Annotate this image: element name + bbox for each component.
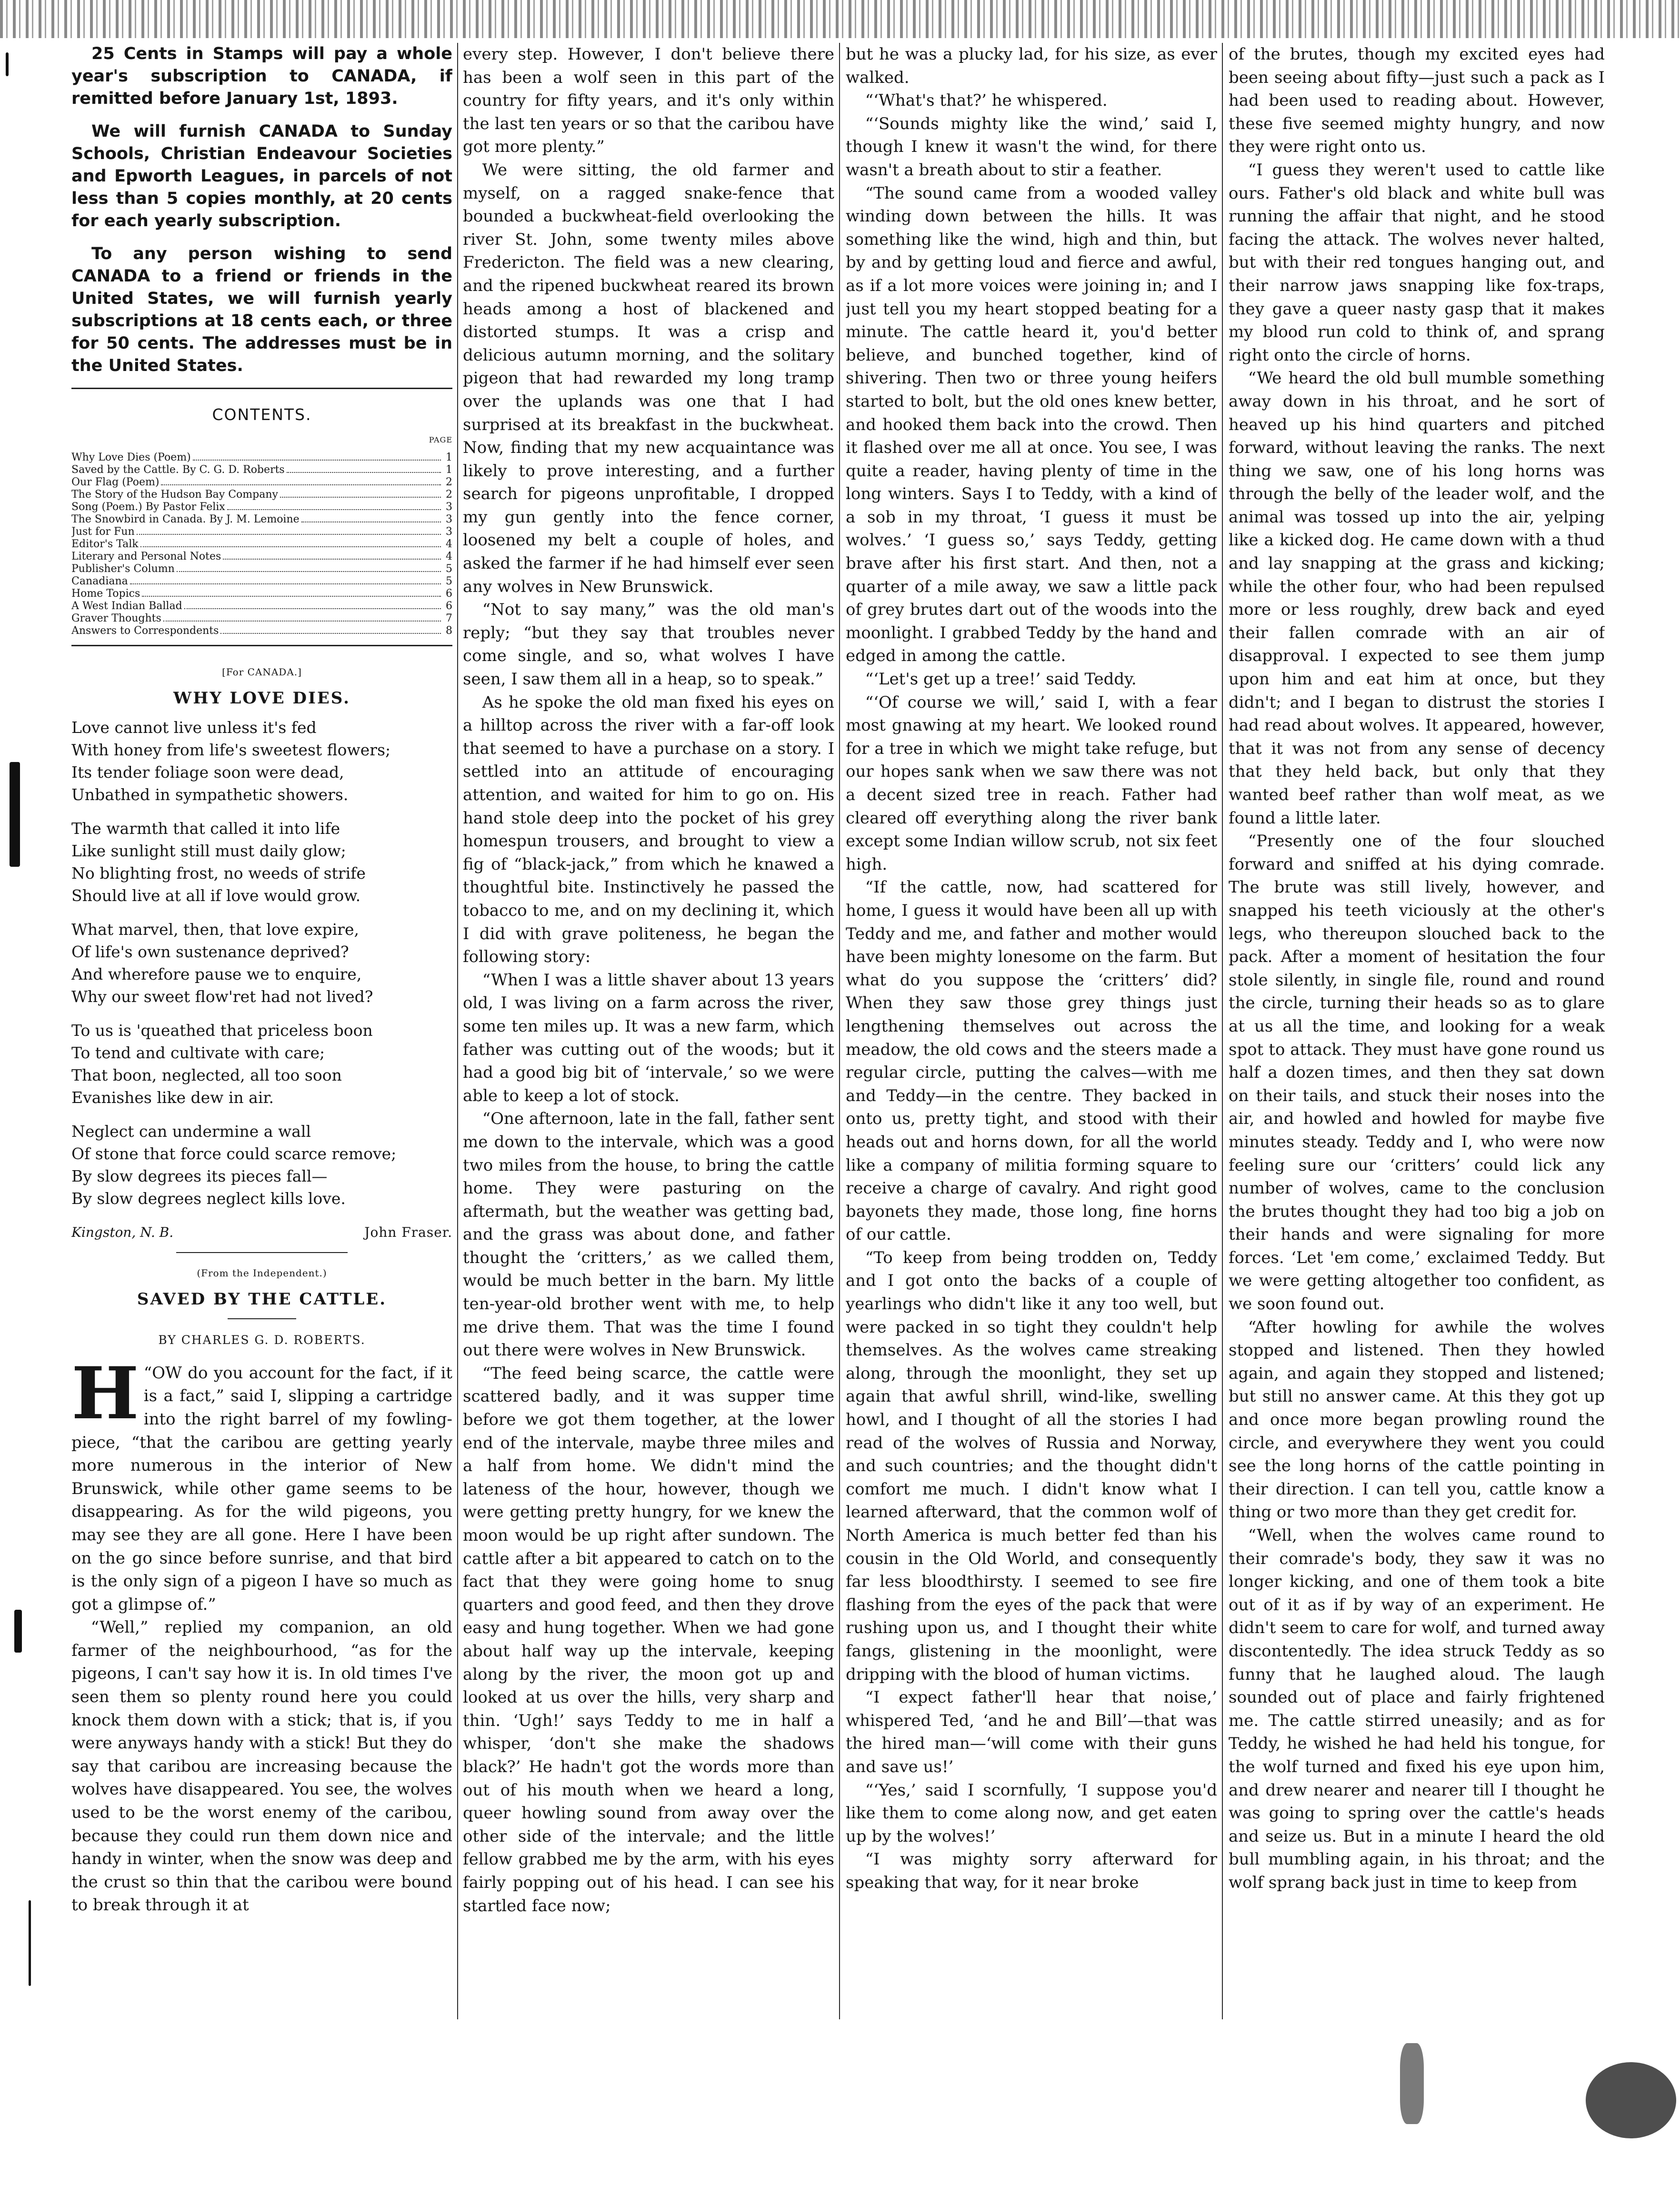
contents-item [71, 551, 452, 563]
notice-subscription: 25 Cents in Stamps will pay a whole year's subscription to CANADA, if remitted before January 1st, 1893. [71, 44, 452, 108]
story-paragraph: every step. However, I don't believe there has been a wolf seen in this part of the country for fifty years, and it's only within the last ten years or so that the caribou have got more plenty.” [463, 45, 834, 157]
contents-item-page: 1 [446, 464, 452, 476]
contents-item [71, 538, 452, 551]
story-paragraph: “I guess they weren't used to cattle like ours. Father's old black and white bull was running the affair that night, and he stood facing the attack. The wolves never halted, but with their red tongues hanging out, and their narrow jaws snapping like fox-traps, they gave a queer nasty gasp that it makes my blood run cold to think of, and sprang right onto the circle of horns. [1229, 160, 1605, 365]
notice-united-states: To any person wishing to send CANADA to a friend or friends in the United States, we will furnish yearly subscriptions at 18 cents each, or three for 50 cents. The addresses must be in the United States. [71, 244, 452, 375]
story-title: SAVED BY THE CATTLE. [137, 1289, 387, 1309]
contents-item-title: Saved by the Cattle. By C. G. D. Roberts [71, 464, 285, 476]
contents-heading: CONTENTS. [212, 405, 312, 424]
poem-line: Neglect can undermine a wall [71, 1122, 311, 1141]
contents-item-title: Answers to Correspondents [71, 625, 219, 637]
contents-item-page: 4 [446, 551, 452, 563]
leader-dots [177, 571, 441, 572]
story-paragraph: “The sound came from a wooded valley winding down between the hills. It was something like the wind, high and thin, but by and by getting loud and fierce and awful, as if a lot more voices were joining in; and I just tell you my heart stopped beating for a minute. The cattle heard it, you'd better believe, and bunched together, kind of shivering. Then two or three young heifers started to bolt, but the old ones knew better, and hooked them back into the crowd. Then it flashed over me all at once. You see, I was quite a reader, having plenty of time in the long winters. Says I to Teddy, with a kind of a sob in my throat, ‘I guess it must be wolves.’ ‘I guess so,’ says Teddy, getting brave after his first start. And then, not a quarter of a mile away, we saw a little pack of grey brutes dart out of the woods into the moonlight. I grabbed Teddy by the hand and edged in among the cattle. [846, 183, 1217, 666]
leader-dots [227, 509, 441, 510]
contents-item [71, 575, 452, 588]
leader-dots [161, 484, 441, 485]
ink-blot [1586, 2062, 1676, 2138]
poem-line: To us is 'queathed that priceless boon [71, 1021, 373, 1040]
leader-dots [301, 521, 441, 522]
margin-mark [29, 1900, 31, 1986]
margin-mark [6, 52, 9, 76]
column-2 [463, 43, 834, 2024]
section-rule [176, 1252, 348, 1253]
contents-item [71, 513, 452, 526]
story-paragraph: “One afternoon, late in the fall, father sent me down to the intervale, which was a good two miles from the house, to bring the cattle home. They were pasturing on the aftermath, but the weather was getting bad, and the grass was about done, and father thought the ‘critters,’ as we called them, would be much better in the barn. My little ten-year-old brother went with me, to help me drive them. That was the time I found out there were wolves in New Brunswick. [463, 1109, 834, 1360]
notice-sunday-schools: We will furnish CANADA to Sunday Schools, Christian Endeavour Societies and Epworth Leagues, in parcels of not less than 5 copies monthly, at 20 cents for each yearly subscription. [71, 122, 452, 231]
poem-line: Why our sweet flow'ret had not lived? [71, 987, 373, 1006]
contents-item-title: Just for Fun [71, 526, 135, 538]
column-3 [846, 43, 1217, 2024]
contents-item [71, 612, 452, 625]
story-paragraph: “I expect father'll hear that noise,’ whispered Ted, ‘and he and Bill’—that was the hired man—‘will come with their guns and save us!’ [846, 1688, 1217, 1776]
story-paragraph: of the brutes, though my excited eyes had been seeing about fifty—just such a pack as I had been used to reading about. However, these five seemed mighty hungry, and now they were right onto us. [1229, 45, 1605, 157]
poem-line: Unbathed in sympathetic showers. [71, 785, 349, 804]
story-paragraph: “‘Sounds mighty like the wind,’ said I, though I knew it wasn't the wind, for there wasn't a breath about to stir a feather. [846, 114, 1217, 180]
story-paragraph: “‘Yes,’ said I scornfully, ‘I suppose you'd like them to come along now, and get eaten up by the wolves!’ [846, 1780, 1217, 1846]
contents-list [71, 451, 452, 637]
contents-item [71, 588, 452, 600]
story-column-1 [71, 1616, 452, 1917]
contents-item [71, 563, 452, 575]
leader-dots [184, 608, 441, 609]
poem-line: By slow degrees its pieces fall— [71, 1167, 328, 1186]
page-top-edge [0, 0, 1680, 38]
poem-line: No blighting frost, no weeds of strife [71, 864, 366, 883]
contents-item [71, 526, 452, 538]
contents-item [71, 464, 452, 476]
contents-box [71, 403, 452, 637]
poem-line: To tend and cultivate with care; [71, 1043, 325, 1063]
poem-line: What marvel, then, that love expire, [71, 920, 359, 939]
story-opening-text: “OW do you account for the fact, if it is a fact,” said I, slipping a cartridge into the right barrel of my fowling-piece, “that the caribou are getting yearly more numerous in the interior of New Brunswick, while other game seems to be disappearing. As for the wild pigeons, you may see they are all gone. Here I have been on the go since before sunrise, and that bird is the only sign of a pigeon I have so much as got a glimpse of.” [71, 1363, 452, 1614]
contents-item-page: 1 [446, 451, 452, 464]
poem-stanza [71, 1019, 452, 1109]
story-paragraph: As he spoke the old man fixed his eyes on a hilltop across the river with a far-off look that seemed to have a purchase on a story. I settled into an attitude of encouraging attention, and waited for him to go on. His hand stole deep into the pocket of his grey homespun trousers, and brought to view a fig of “black-jack,” from which he knawed a thoughtful bite. Instinctively he passed the tobacco to me, and on my declining it, which I did with grave politeness, he began the following story: [463, 692, 834, 967]
contents-item-page: 4 [446, 538, 452, 551]
story-byline: BY CHARLES G. D. ROBERTS. [158, 1333, 366, 1347]
contents-item-page: 8 [446, 625, 452, 637]
contents-item-title: Song (Poem.) By Pastor Felix [71, 501, 225, 513]
contents-item-page: 2 [446, 476, 452, 489]
column-4 [1229, 43, 1605, 2024]
leader-dots [163, 621, 441, 622]
story-source: (From the Independent.) [197, 1267, 327, 1279]
leader-dots [137, 534, 441, 535]
contents-item-page: 3 [446, 513, 452, 526]
story-paragraph: “Well,” replied my companion, an old farmer of the neighbourhood, “as for the pigeons, I can't say how it is. In old times I've seen them so plenty round here you could knock them down with a stick; that is, if you were anyways handy with a stick! But they do say that caribou are increasing because the wolves have disappeared. You see, the wolves used to be the worst enemy of the caribou, because they could run them down nice and handy in winter, when the snow was deep and the crust so thin that the caribou were bound to break through it at [71, 1618, 452, 1915]
poem-stanza [71, 716, 452, 806]
poem-place: Kingston, N. B. [71, 1224, 174, 1241]
contents-item-title: Why Love Dies (Poem) [71, 451, 191, 464]
contents-item-title: Canadiana [71, 575, 128, 588]
story-opening [71, 1351, 452, 1616]
contents-item [71, 476, 452, 489]
poem-line: By slow degrees neglect kills love. [71, 1189, 346, 1208]
contents-item-page: 3 [446, 501, 452, 513]
contents-item-page: 5 [446, 563, 452, 575]
contents-item-title: Literary and Personal Notes [71, 551, 221, 563]
ink-blot [1400, 2043, 1424, 2124]
poem-stanza [71, 817, 452, 907]
story-paragraph: “Presently one of the four slouched forward and sniffed at his dying comrade. The brute was still lively, however, and snapped his teeth viciously at the other's legs, who thereupon slouched back to the pack. After a moment of hesitation the four stole silently, in single file, round and round the circle, turning their heads so as to glare at us all the time, and looking for a weak spot to attack. They must have gone round us half a dozen times, and then they sat down on their tails, and stuck their noses into the air, and howled and howled for maybe five minutes steady. Teddy and I, who were now feeling sure our ‘critters’ could lick any number of wolves, came to the conclusion the brutes thought they had too big a job on their hands and were signaling for more forces. ‘Let 'em come,’ exclaimed Teddy. But we were getting altogether too confident, as we soon found out. [1229, 832, 1605, 1314]
poem-line: Like sunlight still must daily glow; [71, 842, 346, 861]
leader-dots [280, 497, 441, 498]
contents-item-page: 5 [446, 575, 452, 588]
poem-title: WHY LOVE DIES. [173, 688, 350, 708]
contents-item-title: Editor's Talk [71, 538, 139, 551]
poem-stanza [71, 918, 452, 1008]
contents-item [71, 451, 452, 464]
contents-item-page: 6 [446, 600, 452, 612]
story-paragraph: “The feed being scarce, the cattle were scattered badly, and it was supper time before we got them together, at the lower end of the intervale, maybe three miles and a half from home. We didn't mind the lateness of the hour, however, though we were getting pretty hungry, for we knew the moon would be up right after sundown. The cattle after a bit appeared to catch on to the fact that they were going home to snug quarters and good feed, and then they drove easy and hung together. When we had gone about half way up the intervale, keeping along by the river, the moon got up and looked at us over the hills, very sharp and thin. ‘Ugh!’ says Teddy to me in half a whisper, ‘don't she make the shadows black?’ He hadn't got the words more than out of his mouth when we heard a long, queer howling sound from away over the other side of the intervale; and the little fellow grabbed me by the arm, with his eyes fairly popping out of his head. I can see his startled face now; [463, 1364, 834, 1915]
column-1 [71, 43, 452, 2024]
story-column-3 [846, 43, 1217, 1895]
leader-dots [223, 559, 441, 560]
drop-cap: H [71, 1351, 139, 1435]
leader-dots [193, 460, 441, 461]
column-rule [457, 43, 458, 2019]
poem-line: Evanishes like dew in air. [71, 1088, 274, 1107]
story-paragraph: “We heard the old bull mumble something away down in his throat, and he sort of heaved up his hind quarters and pitched forward, without leaving the ranks. The next thing we saw, one of his long horns was through the belly of the leader wolf, and the animal was tossed up into the air, yelping like a kicked dog. He came down with a thud and lay snapping at the grass and kicking; while the other four, who had been repulsed more or less roughly, drew back and eyed their fallen comrade with an air of disapproval. I expected to see them jump upon him and eat him at once, but they didn't; and I began to distrust the stories I had read about wolves. It appeared, however, that it was not from any sense of decency that they held back, but only that they wanted beef rather than wolf meat, as we found a little later. [1229, 369, 1605, 828]
section-rule [71, 388, 452, 389]
poem-line: Its tender foliage soon were dead, [71, 763, 344, 782]
poem-author: John Fraser. [364, 1224, 452, 1241]
story-paragraph: but he was a plucky lad, for his size, as ever walked. [846, 45, 1217, 87]
story-paragraph: We were sitting, the old farmer and myself, on a ragged snake-fence that bounded a buckwheat-field overlooking the river St. John, some twenty miles above Fredericton. The field was a new clearing, and the ripened buckwheat reared its brown heads among a host of blackened and distorted stumps. It was a crisp and delicious autumn morning, and the solitary pigeon that had rewarded my long tramp over the uplands was one that I had surprised at its breakfast in the buckwheat. Now, finding that my new acquaintance was likely to prove interesting, and a further search for pigeons unprofitable, I dropped my gun gently into the fence corner, loosened my belt a couple of holes, and asked the farmer if he had himself ever seen any wolves in New Brunswick. [463, 160, 834, 596]
story-paragraph: “Not to say many,” was the old man's reply; “but they say that troubles never come single, and so, what wolves I have seen, I saw them all in a heap, so to speak.” [463, 600, 834, 689]
contents-item-title: Graver Thoughts [71, 612, 161, 625]
poem-line: And wherefore pause we to enquire, [71, 965, 362, 984]
contents-item [71, 600, 452, 612]
contents-item [71, 489, 452, 501]
poem-line: With honey from life's sweetest flowers; [71, 741, 391, 760]
contents-item-page: 7 [446, 612, 452, 625]
contents-item-title: The Snowbird in Canada. By J. M. Lemoine [71, 513, 300, 526]
contents-item-title: Home Topics [71, 588, 140, 600]
story-paragraph: “If the cattle, now, had scattered for home, I guess it would have been all up with Teddy and me, and father and mother would have been mighty lonesome on the farm. But what do you suppose the ‘critters’ did? When they saw those grey things just lengthening themselves out across the meadow, the old cows and the steers made a regular circle, putting the calves—with me and Teddy—in the centre. They backed in onto us, pretty tight, and stood with their heads out and horns down, for all the world like a company of militia forming square to receive a charge of cavalry. And right good bayonets they made, those long, fine horns of our cattle. [846, 878, 1217, 1244]
contents-item-title: Our Flag (Poem) [71, 476, 160, 489]
poem-line: The warmth that called it into life [71, 819, 340, 838]
story-paragraph: “I was mighty sorry afterward for speaking that way, for it near broke [846, 1850, 1217, 1892]
contents-item [71, 625, 452, 637]
poem-line: Should live at all if love would grow. [71, 886, 361, 905]
leader-dots [130, 583, 441, 584]
leader-dots [287, 472, 441, 473]
section-rule [228, 1318, 296, 1319]
story-column-4 [1229, 43, 1605, 1895]
contents-item-title: A West Indian Ballad [71, 600, 182, 612]
margin-mark [14, 1610, 22, 1653]
leader-dots [220, 633, 441, 634]
subscription-notices [71, 43, 452, 377]
story-paragraph: “To keep from being trodden on, Teddy and I got onto the backs of a couple of yearlings who didn't like it any too well, but were packed in so tight they couldn't help themselves. As the wolves came streaking along, through the moonlight, they set up again that awful shrill, wind-like, swelling howl, and I thought of all the stories I had read of the wolves of Russia and Norway, and such countries; and the thought didn't comfort me much. I didn't know what I learned afterward, that the common wolf of North America is much better fed than his cousin in the Old World, and consequently far less bloodthirsty. I seemed to see fire flashing from the eyes of the pack that were rushing upon us, and I thought their white fangs, glistening in the moonlight, were dripping with the blood of human victims. [846, 1248, 1217, 1684]
story-column-2 [463, 43, 834, 1917]
poem-line: Of life's own sustenance deprived? [71, 943, 349, 962]
leader-dots [140, 546, 441, 547]
story-paragraph: “Well, when the wolves came round to their comrade's body, they saw it was no longer kicking, and one of them took a bite out of it as if by way of an experiment. He didn't seem to care for wolf, and turned away discontentedly. The idea struck Teddy as so funny that he laughed aloud. The laugh sounded out of place and fairly frightened me. The cattle stirred uneasily; and as for Teddy, he wished he had held his tongue, for the wolf turned and fixed his eye upon him, and drew nearer and nearer till I thought he was going to spring over the cattle's heads and seize us. But in a minute I heard the old bull mumbling again, in his throat; and the wolf sprang back just in time to keep from [1229, 1526, 1605, 1892]
section-rule [71, 645, 452, 646]
poem-source: [For CANADA.] [222, 666, 302, 678]
poem-line: Love cannot live unless it's fed [71, 718, 317, 737]
story-paragraph: “‘What's that?’ he whispered. [865, 91, 1108, 110]
poem-body [71, 716, 452, 1210]
column-rule [1222, 43, 1223, 2019]
story-paragraph: “‘Of course we will,’ said I, with a fear most gnawing at my heart. We looked round for a tree in which we might take refuge, but our hopes sank when we saw there was not a decent sized tree in reach. Father had cleared off everything along the river bank except some Indian willow scrub, not six feet high. [846, 692, 1217, 874]
margin-mark [10, 762, 20, 867]
story-paragraph: “When I was a little shaver about 13 years old, I was living on a farm across the river, some ten miles up. It was a new farm, which father was cutting out of the woods; but it had a good big bit of ‘intervale,’ so we were able to keep a lot of stock. [463, 970, 834, 1105]
contents-item [71, 501, 452, 513]
story-paragraph: “‘Let's get up a tree!’ said Teddy. [865, 670, 1137, 689]
contents-item-title: Publisher's Column [71, 563, 175, 575]
poem-stanza [71, 1120, 452, 1210]
contents-page-label: PAGE [429, 435, 452, 444]
column-rule [839, 43, 840, 2019]
contents-item-page: 2 [446, 489, 452, 501]
leader-dots [142, 596, 441, 597]
poem-line: Of stone that force could scarce remove; [71, 1144, 397, 1163]
contents-item-title: The Story of the Hudson Bay Company [71, 489, 278, 501]
poem-signature [71, 1221, 452, 1244]
story-paragraph: “After howling for awhile the wolves stopped and listened. Then they howled again, and again they stopped and listened; but still no answer came. At this they got up and once more began prowling round the circle, and everywhere they went you could see the long horns of the cattle pointing in their direction. I can tell you, cattle know a thing or two more than they get credit for. [1229, 1317, 1605, 1522]
contents-item-page: 6 [446, 588, 452, 600]
contents-item-page: 3 [446, 526, 452, 538]
poem-line: That boon, neglected, all too soon [71, 1066, 342, 1085]
